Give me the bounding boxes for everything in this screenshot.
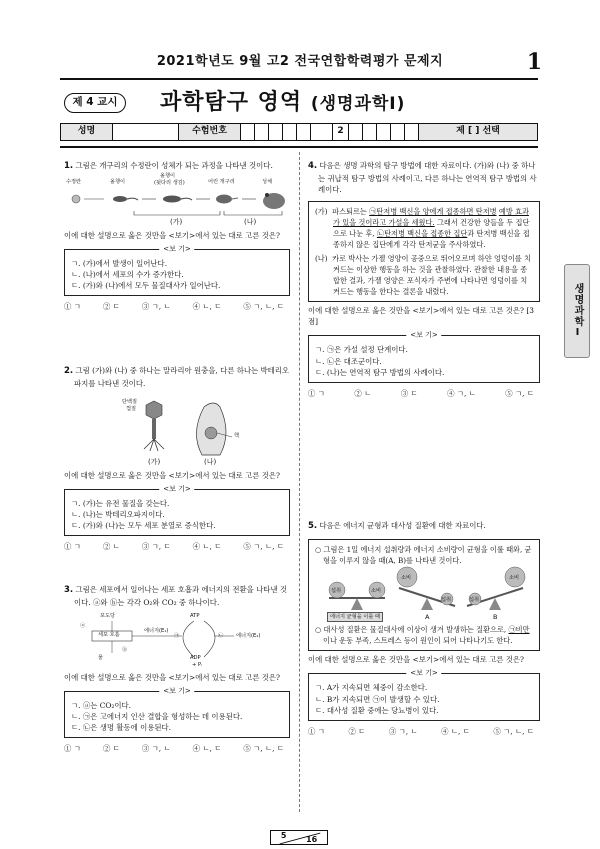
question-number: 3. bbox=[64, 585, 74, 595]
pathogen-figure: 단백질 껍질 핵 (가) (나) bbox=[64, 393, 290, 467]
question-5-stem: 5. 다음은 에너지 균형과 대사성 질환에 대한 자료이다. bbox=[308, 521, 486, 531]
question-number: 5. bbox=[308, 521, 318, 531]
exam-no-cell[interactable] bbox=[363, 124, 377, 140]
exam-no-label: 수험번호 bbox=[179, 124, 241, 140]
choice-3[interactable]: ③ ㄱ, ㄷ bbox=[141, 542, 171, 552]
exam-no-digit: 2 bbox=[333, 124, 349, 140]
choice-2[interactable]: ② ㄴ bbox=[102, 542, 120, 552]
bullet-2: ○ 대사성 질환은 물질대사에 이상이 생겨 발생하는 질환으로, ㉠비만이나 운동 부족, 스트레스 등이 원인이 되어 나타나기도 한다. bbox=[315, 625, 530, 646]
exam-no-cell[interactable] bbox=[255, 124, 269, 140]
question-1 bbox=[64, 160, 290, 312]
choice-1[interactable]: ① ㄱ bbox=[64, 542, 81, 552]
footer-page-current: 5 bbox=[280, 830, 287, 840]
choice-3[interactable]: ③ ㄱ, ㄴ bbox=[141, 302, 171, 312]
exam-no-cell[interactable] bbox=[297, 124, 311, 140]
question-2-stem: 2. 그림 (가)와 (나) 중 하나는 말라리아 원충을, 다른 하나는 박테리오파지를 나타낸 것이다. bbox=[64, 366, 290, 388]
choice-1[interactable]: ① ㄱ bbox=[308, 726, 325, 736]
answer-choices bbox=[64, 743, 290, 754]
question-4-stem: 4. 다음은 생명 과학의 탐구 방법에 대한 자료이다. (가)와 (나) 중 하나는 귀납적 탐구 방법의 사례이고, 다른 하나는 연역적 탐구 방법의 사례이다. bbox=[308, 161, 537, 194]
exam-no-cell[interactable] bbox=[405, 124, 419, 140]
period-badge: 제 4 교시 bbox=[64, 93, 126, 113]
question-5 bbox=[308, 520, 540, 737]
name-label: 성명 bbox=[61, 124, 113, 140]
choice-1[interactable]: ① ㄱ bbox=[308, 388, 325, 398]
bogi-box: <보 기> ㄱ. (가)는 유전 물질을 갖는다. ㄴ. (나)는 박테리오파지이다. ㄷ. (가)와 (나)는 모두 세포 분열로 증식한다. bbox=[64, 489, 290, 536]
choice-3[interactable]: ③ ㄷ bbox=[400, 388, 418, 398]
inquiry-example-box bbox=[308, 201, 540, 302]
selection-label: 제 [ ] 선택 bbox=[419, 124, 537, 140]
question-number: 2. bbox=[64, 366, 74, 376]
choice-2[interactable]: ② ㄷ bbox=[348, 726, 366, 736]
header-rule bbox=[60, 78, 538, 80]
cell-respiration-figure: 포도당 ⓐ 세포 호흡 물 ⓑ ATP 에너지(E₁) 에너지(E₂) ADP + Pᵢ ㉠ ㉡ bbox=[64, 611, 290, 669]
choice-2[interactable]: ② ㄷ bbox=[102, 302, 120, 312]
exam-no-cell[interactable] bbox=[269, 124, 283, 140]
student-info-row bbox=[60, 123, 538, 141]
choice-2[interactable]: ② ㄷ bbox=[102, 744, 120, 754]
energy-balance-box bbox=[308, 539, 540, 652]
answer-choices bbox=[64, 541, 290, 552]
question-number: 1. bbox=[64, 161, 74, 171]
exam-title: 2021학년도 9월 고2 전국연합학력평가 문제지 bbox=[156, 54, 444, 69]
bogi-box: <보 기> ㄱ. ㉠은 가설 설정 단계이다. ㄴ. ㉡은 대조군이다. ㄷ. (나)는 연역적 탐구 방법의 사례이다. bbox=[308, 335, 540, 382]
choice-4[interactable]: ④ ㄴ, ㄷ bbox=[192, 302, 222, 312]
footer-page-box bbox=[270, 830, 328, 845]
footer-page-total: 16 bbox=[306, 834, 318, 844]
choice-4[interactable]: ④ ㄴ, ㄷ bbox=[192, 744, 222, 754]
bogi-box: <보 기> ㄱ. A가 지속되면 체중이 감소한다. ㄴ. B가 지속되면 ㉠이 발생할 수 있다. ㄷ. 대사성 질환 중에는 당뇨병이 있다. bbox=[308, 673, 540, 720]
choice-2[interactable]: ② ㄴ bbox=[354, 388, 372, 398]
question-1-prompt: 이에 대한 설명으로 옳은 것만을 <보기>에서 있는 대로 고른 것은? bbox=[64, 230, 280, 240]
question-3-stem: 3. 그림은 세포에서 일어나는 세포 호흡과 에너지의 전환을 나타낸 것이다. ⓐ와 ⓑ는 각각 O₂와 CO₂ 중 하나이다. bbox=[64, 585, 288, 607]
pathogen-drawing bbox=[64, 393, 290, 467]
answer-choices bbox=[308, 388, 540, 399]
choice-1[interactable]: ① ㄱ bbox=[64, 744, 81, 754]
choice-5[interactable]: ⑤ ㄱ, ㄴ, ㄷ bbox=[243, 302, 284, 312]
question-3-prompt: 이에 대한 설명으로 옳은 것만을 <보기>에서 있는 대로 고른 것은? bbox=[64, 672, 280, 682]
exam-no-cell[interactable] bbox=[391, 124, 405, 140]
column-divider bbox=[299, 152, 300, 812]
choice-4[interactable]: ④ ㄴ, ㄷ bbox=[192, 542, 222, 552]
bogi-box: <보 기> ㄱ. ⓐ는 CO₂이다. ㄴ. ㉠은 고에너지 인산 결합을 형성하는 데 이용된다. ㄷ. ㉡은 생명 활동에 이용된다. bbox=[64, 691, 290, 738]
choice-5[interactable]: ⑤ ㄱ, ㄴ, ㄷ bbox=[243, 744, 284, 754]
bogi-box: <보 기> ㄱ. (가)에서 발생이 일어난다. ㄴ. (나)에서 세포의 수가 증가한다. ㄷ. (가)와 (나)에서 모두 물질대사가 일어난다. bbox=[64, 249, 290, 296]
exam-no-cell[interactable] bbox=[241, 124, 255, 140]
question-4 bbox=[308, 160, 540, 399]
question-2 bbox=[64, 365, 290, 552]
subject-title bbox=[160, 86, 405, 119]
exam-no-hyphen bbox=[311, 124, 333, 140]
header-rule-bottom bbox=[60, 146, 538, 148]
energy-balance-figure: 섭취 소비 소비 섭취 섭취 소비 에너지 균형을 이룰 때 A B bbox=[315, 566, 533, 622]
question-number: 4. bbox=[308, 161, 318, 171]
exam-no-cell[interactable] bbox=[349, 124, 363, 140]
exam-no-cell[interactable] bbox=[377, 124, 391, 140]
answer-choices bbox=[308, 726, 540, 737]
choice-4[interactable]: ④ ㄴ, ㄷ bbox=[441, 726, 470, 736]
question-2-prompt: 이에 대한 설명으로 옳은 것만을 <보기>에서 있는 대로 고른 것은? bbox=[64, 470, 280, 480]
example-ga: (가) 파스퇴르는 ㉠탄저병 백신을 양에게 접종하면 탄저병 예방 효과가 있을 것이라고 가설을 세웠다. 그래서 건강한 양들을 두 집단으로 나눈 후, ㉡탄저병 백신을 접종한 집단과 탄저병 백신을 접종하지 않은 집단에게 각각 탄저균을 주사하였다. bbox=[315, 206, 530, 250]
question-5-prompt: 이에 대한 설명으로 옳은 것만을 <보기>에서 있는 대로 고른 것은? bbox=[308, 655, 524, 665]
subject-side-tab: 생명과학Ⅰ bbox=[564, 264, 590, 358]
page-number: 1 bbox=[526, 49, 542, 75]
subject-title-sub: (생명과학Ⅰ) bbox=[310, 94, 406, 114]
frog-development-figure: 수정란 올챙이 올챙이 (뒷다리 생김) 어린 개구리 성체 (가) (나) bbox=[64, 177, 290, 227]
question-4-prompt: 이에 대한 설명으로 옳은 것만을 <보기>에서 있는 대로 고른 것은? [3점] bbox=[308, 306, 534, 327]
subject-title-main: 과학탐구 영역 bbox=[160, 90, 303, 115]
choice-5[interactable]: ⑤ ㄱ, ㄴ, ㄷ bbox=[493, 726, 534, 736]
exam-no-cell[interactable] bbox=[283, 124, 297, 140]
example-na: (나) 카로 박사는 가젤 영양이 공중으로 뛰어오르며 하얀 엉덩이를 치켜드는 이상한 행동을 하는 것을 관찰하였다. 관찰한 내용을 종합한 결과, 가젤 영양은 포식자가 주변에 나타나면 엉덩이를 치켜드는 행동을 한다는 결론을 내렸다. bbox=[315, 253, 531, 297]
bullet-1: ○ 그림은 1일 에너지 섭취량과 에너지 소비량이 균형을 이룰 때와, 균형을 이루지 않을 때(A, B)를 나타낸 것이다. bbox=[315, 544, 532, 565]
name-field[interactable] bbox=[113, 124, 179, 140]
question-1-stem: 1. 그림은 개구리의 수정란이 성체가 되는 과정을 나타낸 것이다. bbox=[64, 161, 273, 171]
choice-3[interactable]: ③ ㄱ, ㄴ bbox=[141, 744, 171, 754]
choice-5[interactable]: ⑤ ㄱ, ㄴ, ㄷ bbox=[243, 542, 284, 552]
choice-4[interactable]: ④ ㄱ, ㄴ bbox=[447, 388, 476, 398]
choice-5[interactable]: ⑤ ㄱ, ㄷ bbox=[505, 388, 534, 398]
answer-choices bbox=[64, 301, 290, 312]
choice-1[interactable]: ① ㄱ bbox=[64, 302, 81, 312]
choice-3[interactable]: ③ ㄱ, ㄴ bbox=[388, 726, 418, 736]
question-3 bbox=[64, 584, 290, 754]
